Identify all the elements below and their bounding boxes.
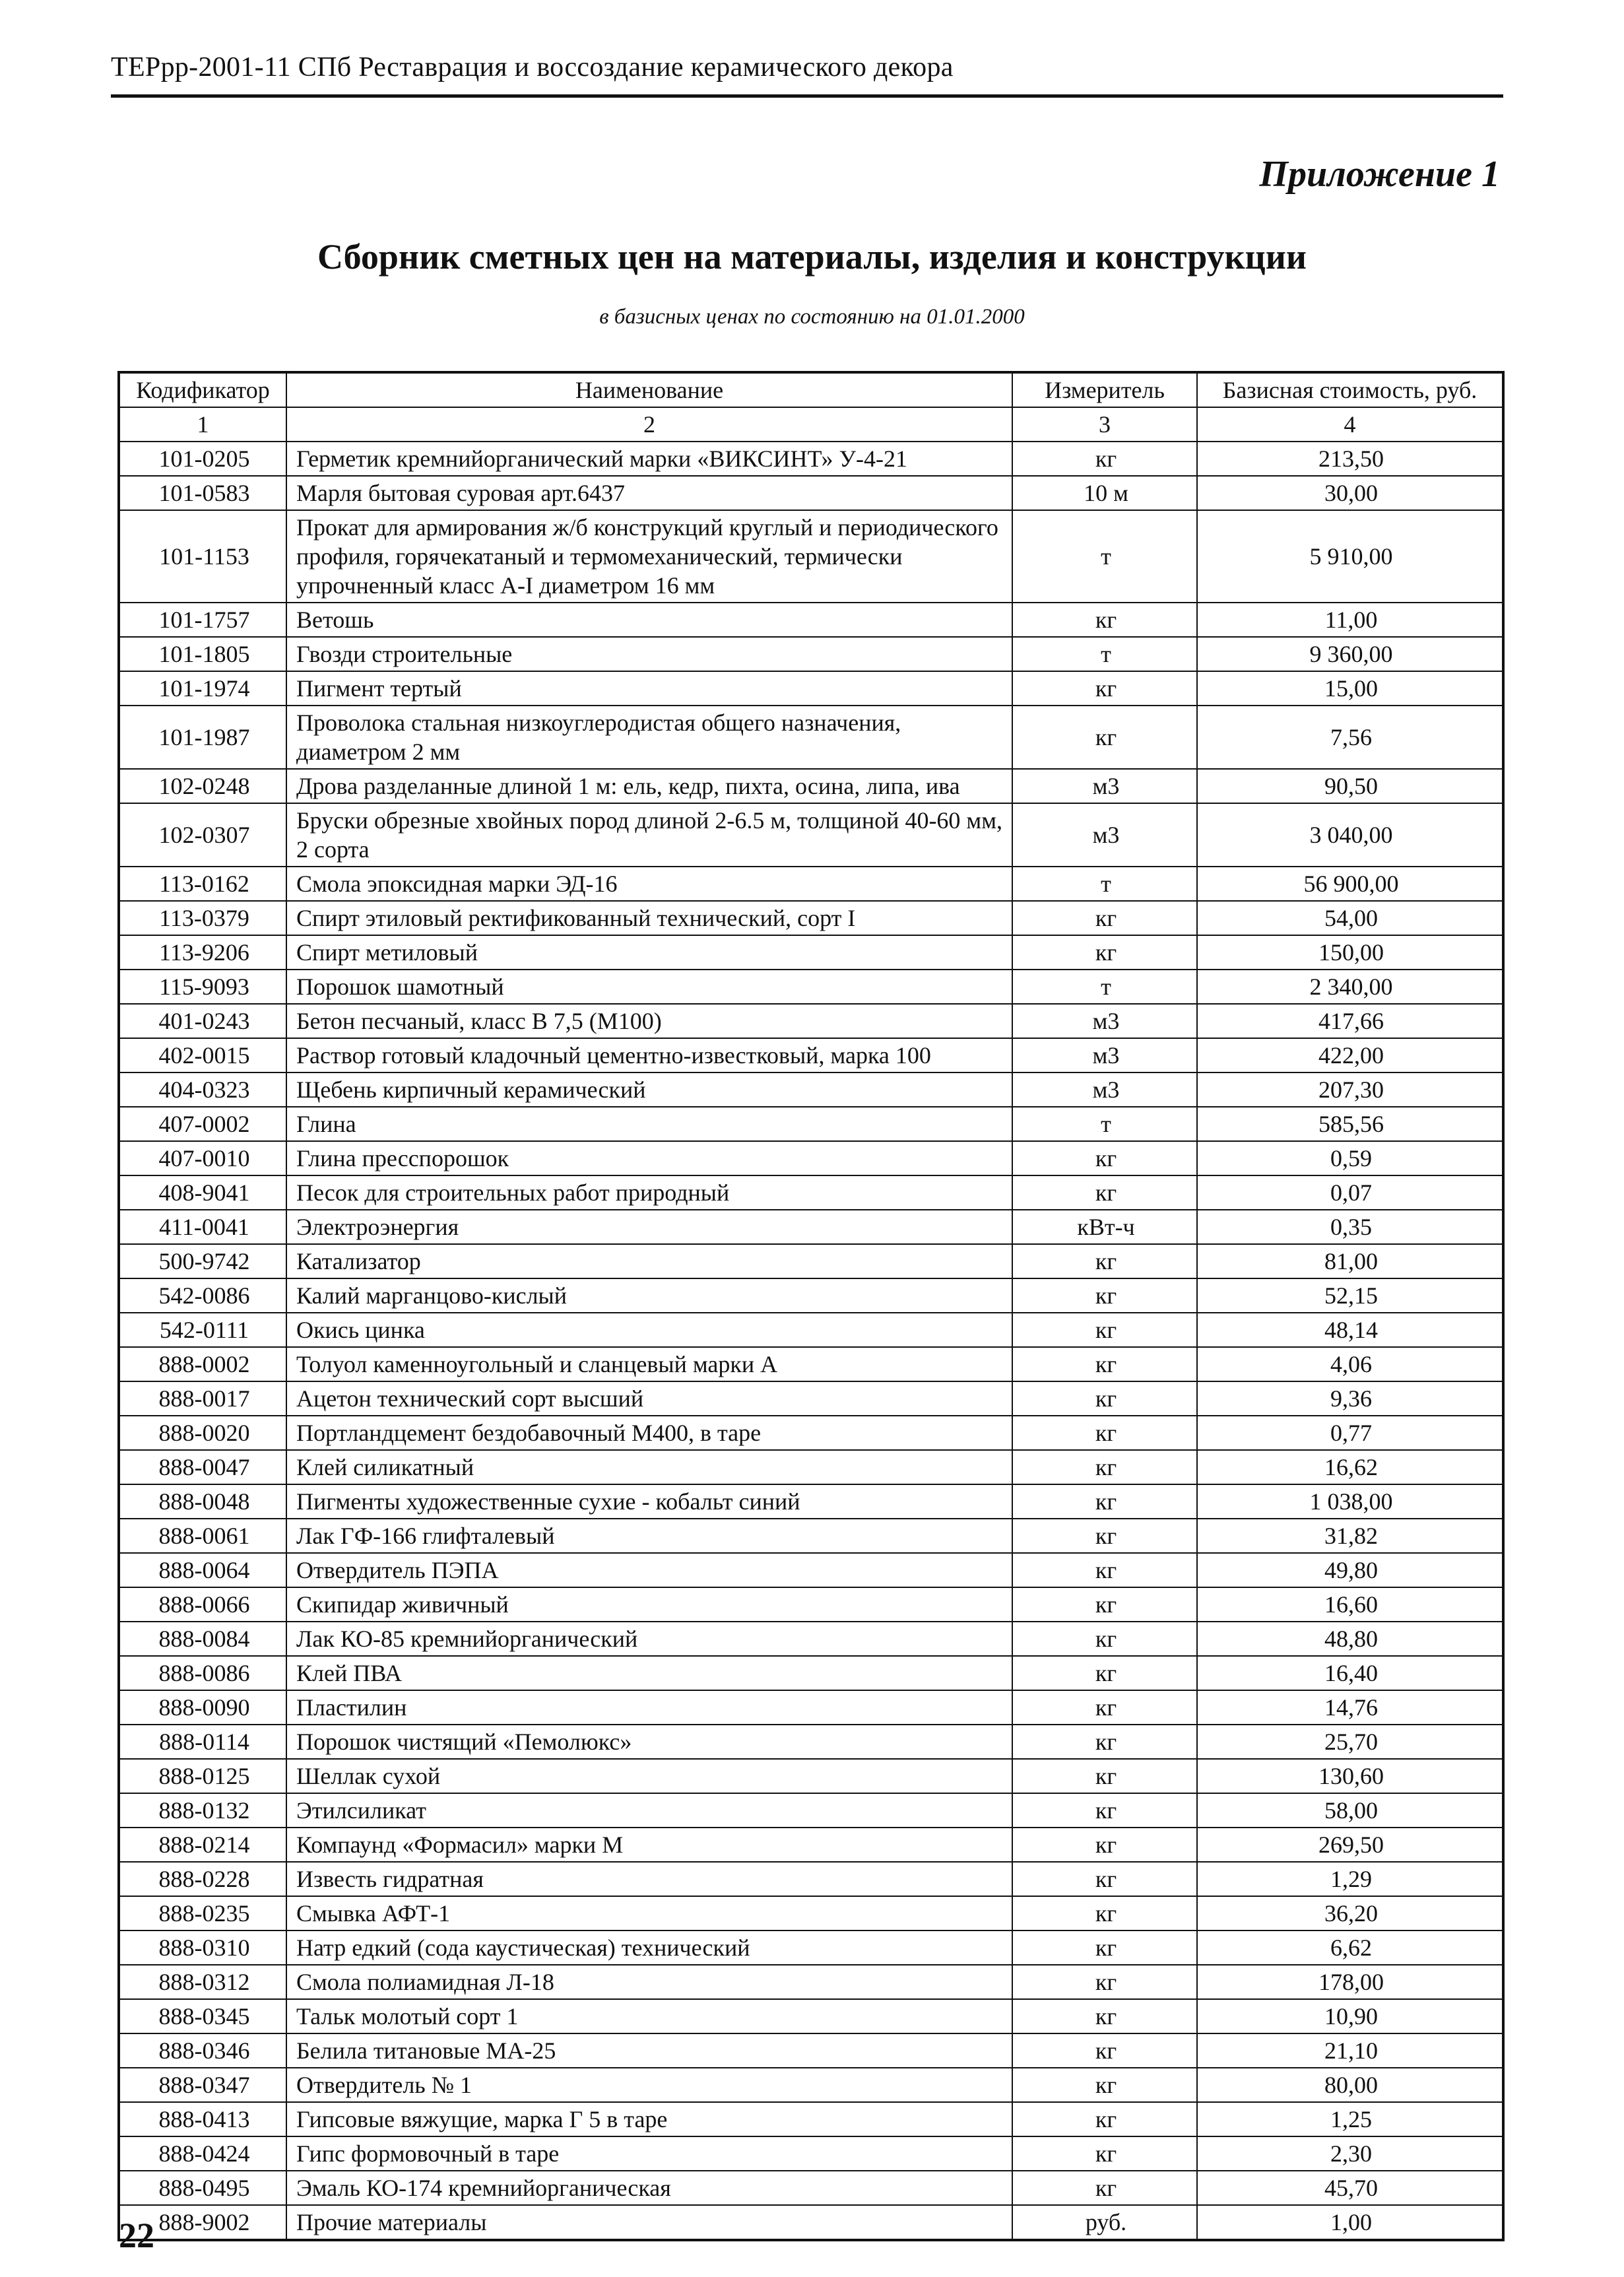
cell-cost: 15,00 <box>1197 671 1503 706</box>
cell-code: 888-0017 <box>119 1381 286 1416</box>
cell-name: Окись цинка <box>286 1313 1012 1347</box>
cell-cost: 48,80 <box>1197 1622 1503 1656</box>
table-row <box>119 1038 1503 1072</box>
cell-code: 888-0020 <box>119 1416 286 1450</box>
cell-name: Калий марганцово-кислый <box>286 1278 1012 1313</box>
cell-cost: 9 360,00 <box>1197 637 1503 671</box>
table-row <box>119 671 1503 706</box>
cell-cost: 150,00 <box>1197 935 1503 970</box>
cell-name: Глина пресспорошок <box>286 1141 1012 1175</box>
cell-unit: кг <box>1012 1450 1197 1484</box>
cell-code: 888-0064 <box>119 1553 286 1587</box>
cell-code: 888-0346 <box>119 2033 286 2068</box>
cell-unit: кг <box>1012 1313 1197 1347</box>
cell-name: Смывка АФТ-1 <box>286 1896 1012 1930</box>
cell-cost: 1,25 <box>1197 2102 1503 2136</box>
cell-code: 888-0312 <box>119 1965 286 1999</box>
table-row <box>119 1210 1503 1244</box>
cell-unit: кг <box>1012 1484 1197 1519</box>
cell-code: 101-0205 <box>119 442 286 476</box>
cell-unit: кг <box>1012 1381 1197 1416</box>
cell-cost: 90,50 <box>1197 769 1503 803</box>
cell-code: 888-0090 <box>119 1690 286 1725</box>
cell-cost: 207,30 <box>1197 1072 1503 1107</box>
table-row <box>119 2205 1503 2240</box>
cell-code: 404-0323 <box>119 1072 286 1107</box>
cell-name: Скипидар живичный <box>286 1587 1012 1622</box>
cell-code: 888-0066 <box>119 1587 286 1622</box>
cell-name: Порошок шамотный <box>286 970 1012 1004</box>
cell-code: 888-0048 <box>119 1484 286 1519</box>
table-row <box>119 1244 1503 1278</box>
cell-code: 888-0132 <box>119 1793 286 1828</box>
table-body <box>119 442 1503 2240</box>
cell-name: Толуол каменноугольный и сланцевый марки А <box>286 1347 1012 1381</box>
table-row <box>119 1793 1503 1828</box>
cell-name: Электроэнергия <box>286 1210 1012 1244</box>
cell-name: Гвозди строительные <box>286 637 1012 671</box>
cell-cost: 6,62 <box>1197 1930 1503 1965</box>
column-number: 4 <box>1197 407 1503 442</box>
appendix-label: Приложение 1 <box>1259 154 1500 195</box>
cell-name: Смола полиамидная Л-18 <box>286 1965 1012 1999</box>
cell-code: 115-9093 <box>119 970 286 1004</box>
cell-cost: 5 910,00 <box>1197 510 1503 603</box>
table-row <box>119 1416 1503 1450</box>
cell-code: 101-0583 <box>119 476 286 510</box>
table-row <box>119 1896 1503 1930</box>
cell-cost: 11,00 <box>1197 603 1503 637</box>
table-row <box>119 1072 1503 1107</box>
table-row <box>119 970 1503 1004</box>
table-row <box>119 2136 1503 2171</box>
cell-cost: 0,77 <box>1197 1416 1503 1450</box>
table-row <box>119 1450 1503 1484</box>
cell-unit: кг <box>1012 2171 1197 2205</box>
table-row <box>119 1965 1503 1999</box>
cell-unit: кВт-ч <box>1012 1210 1197 1244</box>
cell-name: Порошок чистящий «Пемолюкс» <box>286 1725 1012 1759</box>
table-row <box>119 803 1503 867</box>
cell-name: Марля бытовая суровая арт.6437 <box>286 476 1012 510</box>
cell-code: 542-0086 <box>119 1278 286 1313</box>
cell-unit: кг <box>1012 1244 1197 1278</box>
cell-name: Пигменты художественные сухие - кобальт синий <box>286 1484 1012 1519</box>
cell-unit: кг <box>1012 901 1197 935</box>
cell-code: 402-0015 <box>119 1038 286 1072</box>
cell-name: Дрова разделанные длиной 1 м: ель, кедр, пихта, осина, липа, ива <box>286 769 1012 803</box>
table-row <box>119 1175 1503 1210</box>
cell-unit: кг <box>1012 1587 1197 1622</box>
cell-code: 888-0047 <box>119 1450 286 1484</box>
column-number: 2 <box>286 407 1012 442</box>
cell-name: Бруски обрезные хвойных пород длиной 2-6.5 м, толщиной 40-60 мм, 2 сорта <box>286 803 1012 867</box>
cell-code: 888-0235 <box>119 1896 286 1930</box>
table-row <box>119 1278 1503 1313</box>
cell-cost: 49,80 <box>1197 1553 1503 1587</box>
cell-unit: т <box>1012 970 1197 1004</box>
cell-code: 888-0495 <box>119 2171 286 2205</box>
cell-code: 888-0114 <box>119 1725 286 1759</box>
cell-unit: т <box>1012 637 1197 671</box>
document-title: Сборник сметных цен на материалы, изделия и конструкции <box>317 237 1307 277</box>
table-row <box>119 1622 1503 1656</box>
cell-name: Натр едкий (сода каустическая) технический <box>286 1930 1012 1965</box>
cell-unit: кг <box>1012 2102 1197 2136</box>
cell-cost: 16,60 <box>1197 1587 1503 1622</box>
table-row <box>119 1381 1503 1416</box>
cell-unit: м3 <box>1012 1004 1197 1038</box>
cell-cost: 58,00 <box>1197 1793 1503 1828</box>
cell-name: Отвердитель ПЭПА <box>286 1553 1012 1587</box>
table-row <box>119 901 1503 935</box>
cell-name: Раствор готовый кладочный цементно-известковый, марка 100 <box>286 1038 1012 1072</box>
cell-cost: 585,56 <box>1197 1107 1503 1141</box>
cell-unit: кг <box>1012 1690 1197 1725</box>
cell-name: Проволока стальная низкоуглеродистая общего назначения, диаметром 2 мм <box>286 706 1012 769</box>
cell-code: 888-0347 <box>119 2068 286 2102</box>
cell-cost: 52,15 <box>1197 1278 1503 1313</box>
table-row <box>119 442 1503 476</box>
cell-code: 101-1974 <box>119 671 286 706</box>
table-row <box>119 1725 1503 1759</box>
cell-code: 888-0228 <box>119 1862 286 1896</box>
table-row <box>119 637 1503 671</box>
cell-unit: кг <box>1012 1999 1197 2033</box>
cell-unit: м3 <box>1012 769 1197 803</box>
column-number: 1 <box>119 407 286 442</box>
cell-name: Ацетон технический сорт высший <box>286 1381 1012 1416</box>
cell-name: Портландцемент бездобавочный М400, в таре <box>286 1416 1012 1450</box>
cell-code: 888-0413 <box>119 2102 286 2136</box>
cell-name: Прочие материалы <box>286 2205 1012 2240</box>
cell-cost: 9,36 <box>1197 1381 1503 1416</box>
document-subtitle: в базисных ценах по состоянию на 01.01.2000 <box>599 305 1025 329</box>
cell-name: Лак КО-85 кремнийорганический <box>286 1622 1012 1656</box>
cell-name: Катализатор <box>286 1244 1012 1278</box>
running-header: ТЕРрр-2001-11 СПб Реставрация и воссоздание керамического декора <box>111 52 954 82</box>
table-header-row <box>119 372 1503 407</box>
cell-code: 113-0379 <box>119 901 286 935</box>
cell-cost: 130,60 <box>1197 1759 1503 1793</box>
cell-cost: 14,76 <box>1197 1690 1503 1725</box>
cell-name: Клей ПВА <box>286 1656 1012 1690</box>
cell-cost: 16,62 <box>1197 1450 1503 1484</box>
table-row <box>119 1828 1503 1862</box>
cell-name: Отвердитель № 1 <box>286 2068 1012 2102</box>
cell-code: 888-0345 <box>119 1999 286 2033</box>
page-number: 22 <box>119 2216 154 2255</box>
header-name: Наименование <box>286 372 1012 407</box>
cell-name: Песок для строительных работ природный <box>286 1175 1012 1210</box>
table-row <box>119 706 1503 769</box>
table-row <box>119 769 1503 803</box>
table-row <box>119 1587 1503 1622</box>
cell-name: Шеллак сухой <box>286 1759 1012 1793</box>
table-row <box>119 510 1503 603</box>
cell-code: 101-1805 <box>119 637 286 671</box>
cell-cost: 36,20 <box>1197 1896 1503 1930</box>
cell-unit: кг <box>1012 1519 1197 1553</box>
cell-code: 101-1757 <box>119 603 286 637</box>
table-row <box>119 1347 1503 1381</box>
table-row <box>119 1656 1503 1690</box>
cell-unit: м3 <box>1012 803 1197 867</box>
table-row <box>119 1553 1503 1587</box>
cell-code: 408-9041 <box>119 1175 286 1210</box>
table-row <box>119 1004 1503 1038</box>
table-row <box>119 1930 1503 1965</box>
cell-cost: 1,00 <box>1197 2205 1503 2240</box>
cell-code: 888-0214 <box>119 1828 286 1862</box>
cell-cost: 178,00 <box>1197 1965 1503 1999</box>
cell-name: Гипс формовочный в таре <box>286 2136 1012 2171</box>
cell-code: 407-0010 <box>119 1141 286 1175</box>
cell-name: Пластилин <box>286 1690 1012 1725</box>
cell-unit: кг <box>1012 1725 1197 1759</box>
cell-unit: кг <box>1012 1656 1197 1690</box>
cell-unit: кг <box>1012 442 1197 476</box>
table-row <box>119 1141 1503 1175</box>
header-cost: Базисная стоимость, руб. <box>1197 372 1503 407</box>
header-code: Кодификатор <box>119 372 286 407</box>
cell-name: Эмаль КО-174 кремнийорганическая <box>286 2171 1012 2205</box>
cell-unit: кг <box>1012 1965 1197 1999</box>
table-row <box>119 867 1503 901</box>
cell-cost: 54,00 <box>1197 901 1503 935</box>
table-row <box>119 1313 1503 1347</box>
column-number: 3 <box>1012 407 1197 442</box>
cell-code: 401-0243 <box>119 1004 286 1038</box>
cell-code: 102-0248 <box>119 769 286 803</box>
cell-code: 888-0310 <box>119 1930 286 1965</box>
header-rule <box>111 94 1503 98</box>
cell-unit: т <box>1012 867 1197 901</box>
cell-unit: кг <box>1012 1141 1197 1175</box>
table-row <box>119 1999 1503 2033</box>
cell-unit: кг <box>1012 1347 1197 1381</box>
cell-cost: 1 038,00 <box>1197 1484 1503 1519</box>
price-table <box>117 371 1505 2241</box>
cell-code: 102-0307 <box>119 803 286 867</box>
cell-code: 113-0162 <box>119 867 286 901</box>
table-row <box>119 935 1503 970</box>
cell-unit: кг <box>1012 1759 1197 1793</box>
cell-cost: 31,82 <box>1197 1519 1503 1553</box>
cell-cost: 25,70 <box>1197 1725 1503 1759</box>
cell-code: 542-0111 <box>119 1313 286 1347</box>
cell-name: Клей силикатный <box>286 1450 1012 1484</box>
cell-cost: 269,50 <box>1197 1828 1503 1862</box>
cell-unit: кг <box>1012 1862 1197 1896</box>
table-row <box>119 1519 1503 1553</box>
table-row <box>119 1690 1503 1725</box>
table-row <box>119 2171 1503 2205</box>
cell-name: Компаунд «Формасил» марки М <box>286 1828 1012 1862</box>
cell-cost: 0,07 <box>1197 1175 1503 1210</box>
cell-name: Спирт метиловый <box>286 935 1012 970</box>
cell-name: Этилсиликат <box>286 1793 1012 1828</box>
cell-name: Ветошь <box>286 603 1012 637</box>
cell-unit: кг <box>1012 2068 1197 2102</box>
cell-unit: кг <box>1012 1793 1197 1828</box>
table-row <box>119 1484 1503 1519</box>
cell-cost: 2 340,00 <box>1197 970 1503 1004</box>
cell-cost: 80,00 <box>1197 2068 1503 2102</box>
cell-unit: м3 <box>1012 1038 1197 1072</box>
cell-code: 101-1153 <box>119 510 286 603</box>
cell-name: Пигмент тертый <box>286 671 1012 706</box>
cell-unit: кг <box>1012 706 1197 769</box>
cell-cost: 30,00 <box>1197 476 1503 510</box>
cell-name: Смола эпоксидная марки ЭД-16 <box>286 867 1012 901</box>
cell-name: Герметик кремнийорганический марки «ВИКСИНТ» У-4-21 <box>286 442 1012 476</box>
cell-code: 888-0086 <box>119 1656 286 1690</box>
cell-unit: кг <box>1012 2136 1197 2171</box>
cell-cost: 1,29 <box>1197 1862 1503 1896</box>
cell-cost: 422,00 <box>1197 1038 1503 1072</box>
table-row <box>119 1862 1503 1896</box>
cell-name: Лак ГФ-166 глифталевый <box>286 1519 1012 1553</box>
header-unit: Измеритель <box>1012 372 1197 407</box>
cell-code: 500-9742 <box>119 1244 286 1278</box>
cell-code: 888-0084 <box>119 1622 286 1656</box>
cell-code: 407-0002 <box>119 1107 286 1141</box>
cell-unit: кг <box>1012 1622 1197 1656</box>
cell-unit: кг <box>1012 1930 1197 1965</box>
cell-cost: 56 900,00 <box>1197 867 1503 901</box>
cell-unit: кг <box>1012 1896 1197 1930</box>
cell-name: Прокат для армирования ж/б конструкций круглый и периодического профиля, горячекатаный и термомеханический, термически упрочненный класс А-I диаметром 16 мм <box>286 510 1012 603</box>
cell-unit: кг <box>1012 1416 1197 1450</box>
cell-code: 888-9002 <box>119 2205 286 2240</box>
cell-name: Известь гидратная <box>286 1862 1012 1896</box>
cell-code: 888-0424 <box>119 2136 286 2171</box>
cell-cost: 7,56 <box>1197 706 1503 769</box>
cell-code: 888-0002 <box>119 1347 286 1381</box>
cell-cost: 4,06 <box>1197 1347 1503 1381</box>
cell-cost: 10,90 <box>1197 1999 1503 2033</box>
cell-unit: кг <box>1012 1278 1197 1313</box>
cell-cost: 21,10 <box>1197 2033 1503 2068</box>
cell-cost: 16,40 <box>1197 1656 1503 1690</box>
cell-name: Тальк молотый сорт 1 <box>286 1999 1012 2033</box>
table-column-numbers-row <box>119 407 1503 442</box>
table-row <box>119 2068 1503 2102</box>
cell-unit: кг <box>1012 2033 1197 2068</box>
cell-unit: кг <box>1012 1553 1197 1587</box>
cell-code: 888-0061 <box>119 1519 286 1553</box>
cell-unit: т <box>1012 510 1197 603</box>
cell-cost: 0,35 <box>1197 1210 1503 1244</box>
cell-code: 411-0041 <box>119 1210 286 1244</box>
cell-code: 101-1987 <box>119 706 286 769</box>
cell-code: 888-0125 <box>119 1759 286 1793</box>
cell-name: Щебень кирпичный керамический <box>286 1072 1012 1107</box>
cell-cost: 2,30 <box>1197 2136 1503 2171</box>
cell-unit: руб. <box>1012 2205 1197 2240</box>
cell-unit: 10 м <box>1012 476 1197 510</box>
cell-name: Спирт этиловый ректификованный технический, сорт I <box>286 901 1012 935</box>
cell-cost: 417,66 <box>1197 1004 1503 1038</box>
table-row <box>119 1107 1503 1141</box>
table-row <box>119 603 1503 637</box>
cell-name: Бетон песчаный, класс В 7,5 (М100) <box>286 1004 1012 1038</box>
cell-unit: м3 <box>1012 1072 1197 1107</box>
cell-unit: кг <box>1012 935 1197 970</box>
cell-name: Глина <box>286 1107 1012 1141</box>
cell-unit: кг <box>1012 671 1197 706</box>
cell-cost: 45,70 <box>1197 2171 1503 2205</box>
table-row <box>119 2033 1503 2068</box>
cell-unit: т <box>1012 1107 1197 1141</box>
cell-cost: 213,50 <box>1197 442 1503 476</box>
cell-cost: 48,14 <box>1197 1313 1503 1347</box>
cell-code: 113-9206 <box>119 935 286 970</box>
cell-name: Белила титановые МА-25 <box>286 2033 1012 2068</box>
table-row <box>119 1759 1503 1793</box>
cell-cost: 0,59 <box>1197 1141 1503 1175</box>
table-row <box>119 476 1503 510</box>
cell-name: Гипсовые вяжущие, марка Г 5 в таре <box>286 2102 1012 2136</box>
cell-cost: 3 040,00 <box>1197 803 1503 867</box>
cell-unit: кг <box>1012 1175 1197 1210</box>
cell-cost: 81,00 <box>1197 1244 1503 1278</box>
cell-unit: кг <box>1012 1828 1197 1862</box>
cell-unit: кг <box>1012 603 1197 637</box>
table-row <box>119 2102 1503 2136</box>
